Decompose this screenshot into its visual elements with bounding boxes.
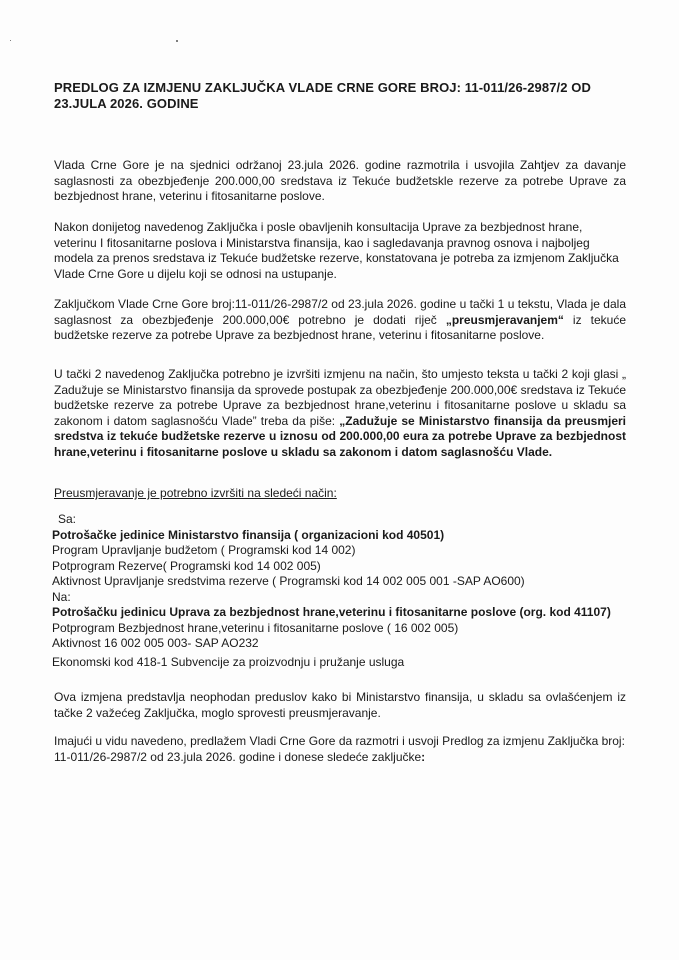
paragraph-consultations: Nakon donijetog navedenog Zaključka i posle obavljenih konsultacija Uprave za bezbjednost hrane, veterinu I fitosanitarne poslova i Ministarstva finansija, kao i sagledavanja pravnog osnova i najboljeg modela za prenos sredstava iz Tekuće budžetske rezerve, konstatovana je potreba za izmjenom Zaključka Vlade Crne Gore u dijelu koji se odnosi na ustupanje.	[54, 220, 619, 281]
to-activity: Aktivnost 16 002 005 003- SAP AO232	[52, 636, 259, 650]
to-subprogram: Potprogram Bezbjednost hrane,veterinu i fitosanitarne poslove ( 16 002 005)	[52, 620, 459, 635]
paragraph-precondition: Ova izmjena predstavlja neophodan preduslov kako bi Ministarstvo finansija, u skladu sa ovlašćenjem iz tačke 2 važećeg Zaključka, moglo sprovesti preusmjeravanje.	[54, 690, 626, 720]
from-spending-unit: Potrošačke jedinice Ministarstvo finansija ( organizacioni kod 40501)	[52, 527, 445, 542]
paragraph-point-1	[54, 297, 626, 344]
scan-speck	[10, 40, 11, 41]
economic-code: Ekonomski kod 418-1 Subvencije za proizvodnju i pružanje usluga	[52, 654, 405, 669]
label-from: Sa:	[58, 512, 77, 526]
paragraph-proposal	[54, 734, 626, 765]
document-title: PREDLOG ZA IZMJENU ZAKLJUČKA VLADE CRNE GORE BROJ: 11-011/26-2987/2 OD 23.JULA 2026. GODINE	[54, 80, 591, 111]
paragraph-proposal-text: Imajući u vidu navedeno, predlažem Vladi Crne Gore da razmotri i usvoji Predlog za izmjenu Zaključka broj: 11-011/26-2987/2 od 23.jula 2026. godine i donese sledeće zaključke	[54, 734, 625, 764]
paragraph-point-1-text-end: iz tekuće budžetske rezerve za potrebe Uprave za bezbjednost hrane, veterinu i fitosanitarne poslove.	[54, 312, 626, 343]
paragraph-intro: Vlada Crne Gore je na sjednici održanoj 23.jula 2026. godine razmotrila i usvojila Zahtjev za davanje saglasnosti za obezbjeđenje 200.000,00 sredstava iz Tekuće budžetskle rezerve za potrebe Uprave za bezbjednost hrane, veterinu i fitosanitarne poslove.	[54, 158, 626, 204]
paragraph-redirect-heading: Preusmjeravanje je potrebno izvršiti na sledeći način:	[54, 486, 337, 500]
paragraph-point-1-bold: „preusmjeravanjem“	[445, 312, 564, 327]
paragraph-point-2-bold: „Zadužuje se Ministarstvo finansija da preusmjeri sredstva iz tekuće budžetske rezerve u iznosu od 200.000,00 eura za potrebe Uprave za bezbjednost hrane,veterinu i fitosanitarne poslove u skladu sa zakonom i datom saglasnošću Vlade.	[54, 413, 627, 459]
label-to: Na:	[52, 589, 71, 604]
from-activity: Aktivnost Upravljanje sredstvima rezerve ( Programski kod 14 002 005 001 -SAP AO600)	[52, 574, 525, 588]
paragraph-point-2	[54, 367, 626, 461]
scan-speck	[176, 40, 178, 42]
to-spending-unit: Potrošačku jedinicu Uprava za bezbjednost hrane,veterinu i fitosanitarne poslove (org. kod 41107)	[52, 605, 611, 619]
paragraph-point-1-text: Zaključkom Vlade Crne Gore broj:11-011/26-2987/2 od 23.jula 2026. godine u tački 1 u tekstu, Vlada je dala saglasnost za obezbjeđenje 200.000,00€ potrebno je dodati riječ	[54, 297, 626, 327]
paragraph-proposal-colon: :	[421, 749, 426, 764]
redirect-details	[52, 512, 632, 670]
from-subprogram: Potprogram Rezerve( Programski kod 14 002 005)	[52, 558, 321, 573]
paragraph-point-2-text: U tački 2 navedenog Zaključka potrebno je izvršiti izmjenu na način, što umjesto teksta u tački 2 koji glasi „ Zadužuje se Ministarstvo finansija da sprovede postupak za obezbjeđenje 200.000,00€ sredstava iz Tekuće budžetske rezerve za potrebe Uprave za bezbjednost hrane,veterinu i fitosanitarne poslove u skladu sa zakonom i datom saglasnošću Vlade” treba da piše:	[54, 367, 626, 428]
from-program: Program Upravljanje budžetom ( Programski kod 14 002)	[52, 543, 356, 557]
